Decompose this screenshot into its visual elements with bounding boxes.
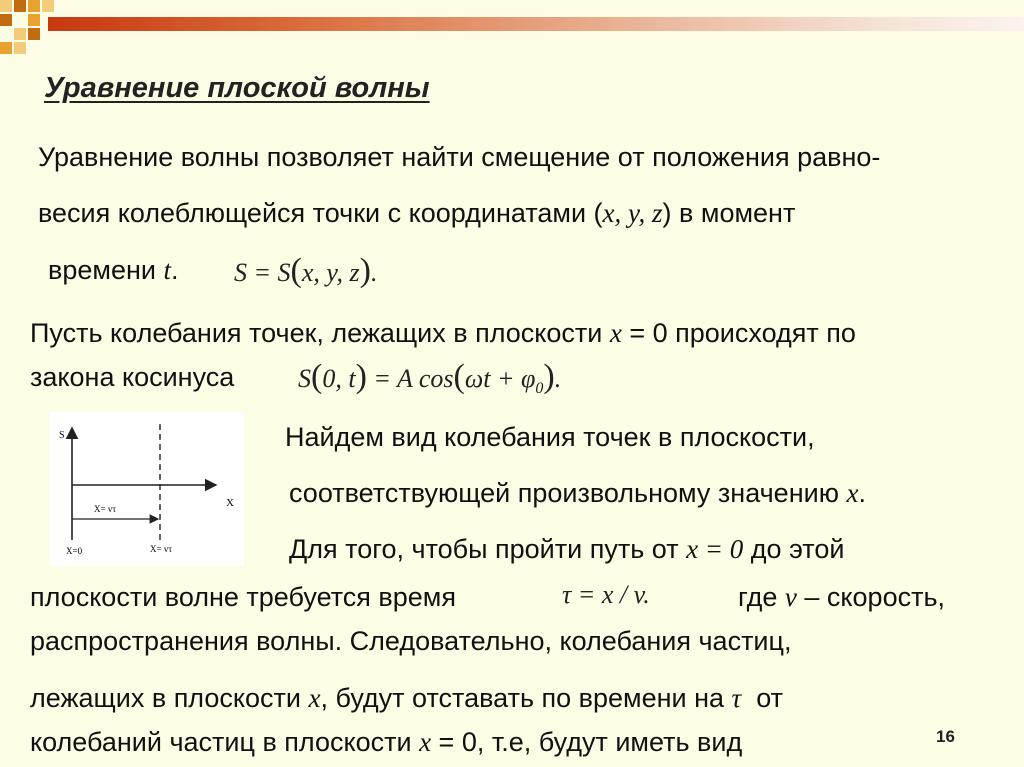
- plane-label: X= vτ: [150, 544, 172, 554]
- text-line: [30, 626, 791, 657]
- tau-variable: τ: [731, 683, 742, 713]
- paren-open: (: [290, 252, 302, 289]
- text-line: [30, 362, 234, 393]
- text-span: весия колеблющейся точки с координатами (: [38, 198, 603, 228]
- formula-text: τ = x / v: [562, 580, 644, 609]
- text-span: – скорость,: [796, 582, 946, 612]
- text-line: [289, 534, 844, 565]
- text-line: [48, 255, 178, 286]
- deco-square: [28, 0, 40, 12]
- text-line: [289, 478, 866, 509]
- paren-close: ): [359, 252, 371, 289]
- text-span: времени: [48, 255, 164, 285]
- text-span: где: [738, 582, 785, 612]
- v-variable: v: [784, 582, 797, 612]
- paren-open: (: [311, 358, 323, 395]
- text-span: Пусть колебания точек, лежащих в плоскости: [30, 318, 610, 348]
- text-span: от: [741, 683, 783, 713]
- formula-phase-subscript: 0: [535, 380, 544, 398]
- x-equation: x = 0: [686, 534, 744, 564]
- text-line: [738, 582, 945, 613]
- text-line: [38, 198, 795, 229]
- formula-lhs: S: [298, 364, 311, 393]
- deco-square: [28, 28, 40, 40]
- text-span: Уравнение волны позволяет найти смещение от положения равно-: [38, 142, 881, 172]
- text-line: [38, 142, 880, 173]
- deco-square: [14, 0, 26, 12]
- text-span: колебаний частиц в плоскости: [30, 727, 420, 757]
- coords-variables: x, y, z: [602, 198, 663, 228]
- header-decoration: [0, 0, 1024, 60]
- text-span: ) в момент: [662, 198, 796, 228]
- text-span: плоскости волне требуется время: [30, 582, 456, 612]
- deco-square: [14, 28, 26, 40]
- time-variable: t: [163, 255, 171, 285]
- paren-close: ): [543, 358, 555, 395]
- formula-phase: ωt + φ: [464, 364, 536, 393]
- text-span: лежащих в плоскости: [30, 683, 309, 713]
- paren-close: ): [355, 358, 367, 395]
- text-span: распространения волны. Следовательно, колебания частиц,: [30, 626, 792, 656]
- formula-delay-time: [562, 580, 650, 610]
- text-line: [30, 318, 856, 349]
- text-span: соответствующей произвольному значению: [289, 478, 847, 508]
- text-line: [285, 422, 815, 453]
- formula-rhs: = A cos: [373, 364, 454, 393]
- deco-square: [42, 0, 54, 12]
- page-number: 16: [936, 727, 955, 746]
- wave-plane-diagram: [50, 412, 244, 566]
- deco-square: [0, 14, 12, 26]
- origin-label: X=0: [66, 546, 83, 556]
- deco-square: [14, 42, 26, 54]
- axis-x-label: X: [226, 497, 234, 509]
- deco-square: [0, 0, 12, 12]
- formula-lhs: S = S: [234, 258, 291, 287]
- formula-period: .: [643, 580, 650, 609]
- x-variable: x: [846, 478, 859, 508]
- header-gradient-bar: [48, 17, 1024, 31]
- diagram-svg: [50, 412, 244, 566]
- formula-args: x, y, z: [301, 258, 360, 287]
- x-variable: x: [419, 727, 432, 757]
- text-line: [30, 683, 783, 714]
- text-line: [30, 727, 742, 758]
- formula-cosine-law: [298, 358, 561, 398]
- text-span: Найдем вид колебания точек в плоскости,: [285, 422, 815, 452]
- formula-displacement: [234, 252, 377, 290]
- x-variable: x: [609, 318, 622, 348]
- paren-open: (: [453, 358, 465, 395]
- text-span: = 0 происходят по: [621, 318, 856, 348]
- formula-args: 0, t: [322, 364, 356, 393]
- deco-square: [28, 14, 40, 26]
- text-line: [30, 582, 456, 613]
- arrow-label: X= vτ: [94, 504, 116, 514]
- text-span: закона косинуса: [30, 362, 235, 392]
- text-span: = 0, т.е, будут иметь вид: [431, 727, 743, 757]
- text-span: .: [858, 478, 866, 508]
- text-span: Для того, чтобы пройти путь от: [289, 534, 687, 564]
- deco-square: [0, 42, 12, 54]
- formula-period: .: [554, 364, 562, 393]
- formula-period: .: [370, 258, 378, 287]
- text-span: до этой: [743, 534, 845, 564]
- axis-s-label: S: [59, 430, 65, 441]
- slide-title: Уравнение плоской волны: [44, 72, 430, 104]
- text-span: .: [170, 255, 179, 285]
- x-variable: x: [308, 683, 321, 713]
- text-span: , будут отставать по времени на: [320, 683, 732, 713]
